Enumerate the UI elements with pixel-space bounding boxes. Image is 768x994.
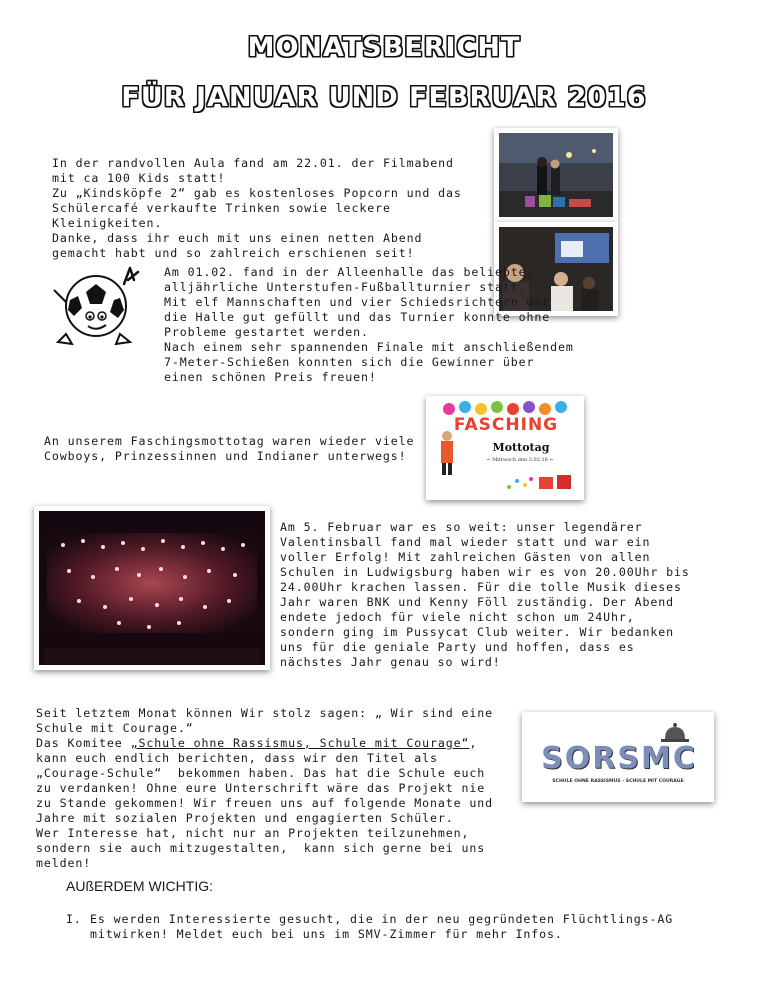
outdoor-photo-image: [499, 133, 613, 217]
valentinsball-text: Am 5. Februar war es so weit: unser legendärer Valentinsball fand mal wieder statt und war ein voller Erfolg! Mit zahlreichen Gästen von allen Schulen in Ludwigsburg haben wir es von 20.00Uhr bis 24.00Uhr krachen lassen. Für die tolle Musik dieses Jahr waren BNK und Kenny Föll zuständig. Der Abend endete jedoch für viele nicht schon um 24Uhr, sondern ging im Pussycat Club weiter. Wir bedanken uns für die geniale Party und hoffen, dass es nächstes Jahr genau so wird!: [280, 520, 690, 669]
page-subtitle: FÜR JANUAR UND FEBRUAR 2016: [121, 82, 647, 113]
courage-rest: kann euch endlich berichten, dass wir den Titel als „Courage-Schule“ bekommen haben. Das hat die Schule euch zu verdanken! Ohne eure Unterschrift wäre das Projekt nie zu Stande gekommen! Wir freuen uns auf folgende Monate und Jahre mit sozialen Projekten und engagierten Schüler. Wer Interesse hat, nicht nur an Projekten teilzunehmen, sondern sie auch mitzugestalten, kann sich gerne bei uns melden!: [36, 751, 494, 870]
courage-line1: Seit letztem Monat können Wir stolz sagen: „ Wir sind eine: [36, 706, 494, 720]
fasching-poster: [426, 396, 584, 500]
fasching-poster-inner: [431, 401, 579, 495]
sorsmc-logo: [522, 712, 714, 802]
courage-line2: Schule mit Courage.“: [36, 721, 194, 735]
footer-item-text: Es werden Interessierte gesucht, die in der neu gegründeten Flüchtlings-AG mitwirken! Meldet euch bei uns im SMV-Zimmer für mehr Infos.: [90, 912, 674, 941]
footer-heading: AUßERDEM WICHTIG:: [66, 878, 213, 894]
sorsmc-logo-inner: [527, 717, 709, 797]
soccer-ball-icon: [44, 262, 152, 352]
fasching-poster-date: ~ Mittwoch den 3.02.16 ~: [486, 457, 554, 463]
lights-photo-image: [39, 511, 265, 665]
footer-item-marker: I.: [66, 912, 82, 926]
courage-line3-pre: Das Komitee: [36, 736, 131, 750]
fasching-text: An unserem Faschingsmottotag waren wieder viele Cowboys, Prinzessinnen und Indianer unterwegs!: [44, 434, 415, 463]
fasching-poster-motto: Mottotag: [492, 441, 550, 454]
fussballturnier-text: Am 01.02. fand in der Alleenhalle das beliebte, alljährliche Unterstufen-Fußballturnier statt. Mit elf Mannschaften und vier Schiedsrichtern war die Halle gut gefüllt und das Turnier konnte ohne Probleme gestartet werden. Nach einem sehr spannenden Finale mit anschließendem 7-Meter-Schießen konnten sich die Gewinner über einen schönen Preis freuen!: [164, 265, 574, 384]
sorsmc-logo-text: SORSMC: [541, 741, 697, 776]
page-title: MONATSBERICHT: [247, 32, 521, 63]
courage-text: [36, 706, 493, 871]
filmabend-text: In der randvollen Aula fand am 22.01. der Filmabend mit ca 100 Kids statt! Zu „Kindsköpfe 2“ gab es kostenloses Popcorn und das Schülercafé verkaufte Trinken sowie leckere Kleinigkeiten. Danke, dass ihr euch mit uns einen netten Abend gemacht habt und so zahlreich erschienen seit!: [52, 156, 462, 260]
courage-line3-post: ,: [469, 736, 478, 750]
courage-project-link[interactable]: „Schule ohne Rassismus, Schule mit Courage“: [130, 736, 470, 750]
filmabend-photo-outdoor: [494, 128, 618, 222]
soccer-ball-clipart: [44, 262, 152, 352]
valentinsball-photo: [34, 506, 270, 670]
sorsmc-logo-subtext: SCHULE OHNE RASSISMUS - SCHULE MIT COURAGE: [552, 779, 684, 784]
footer-list: [66, 912, 82, 927]
fasching-poster-word: FASCHING: [453, 415, 559, 435]
